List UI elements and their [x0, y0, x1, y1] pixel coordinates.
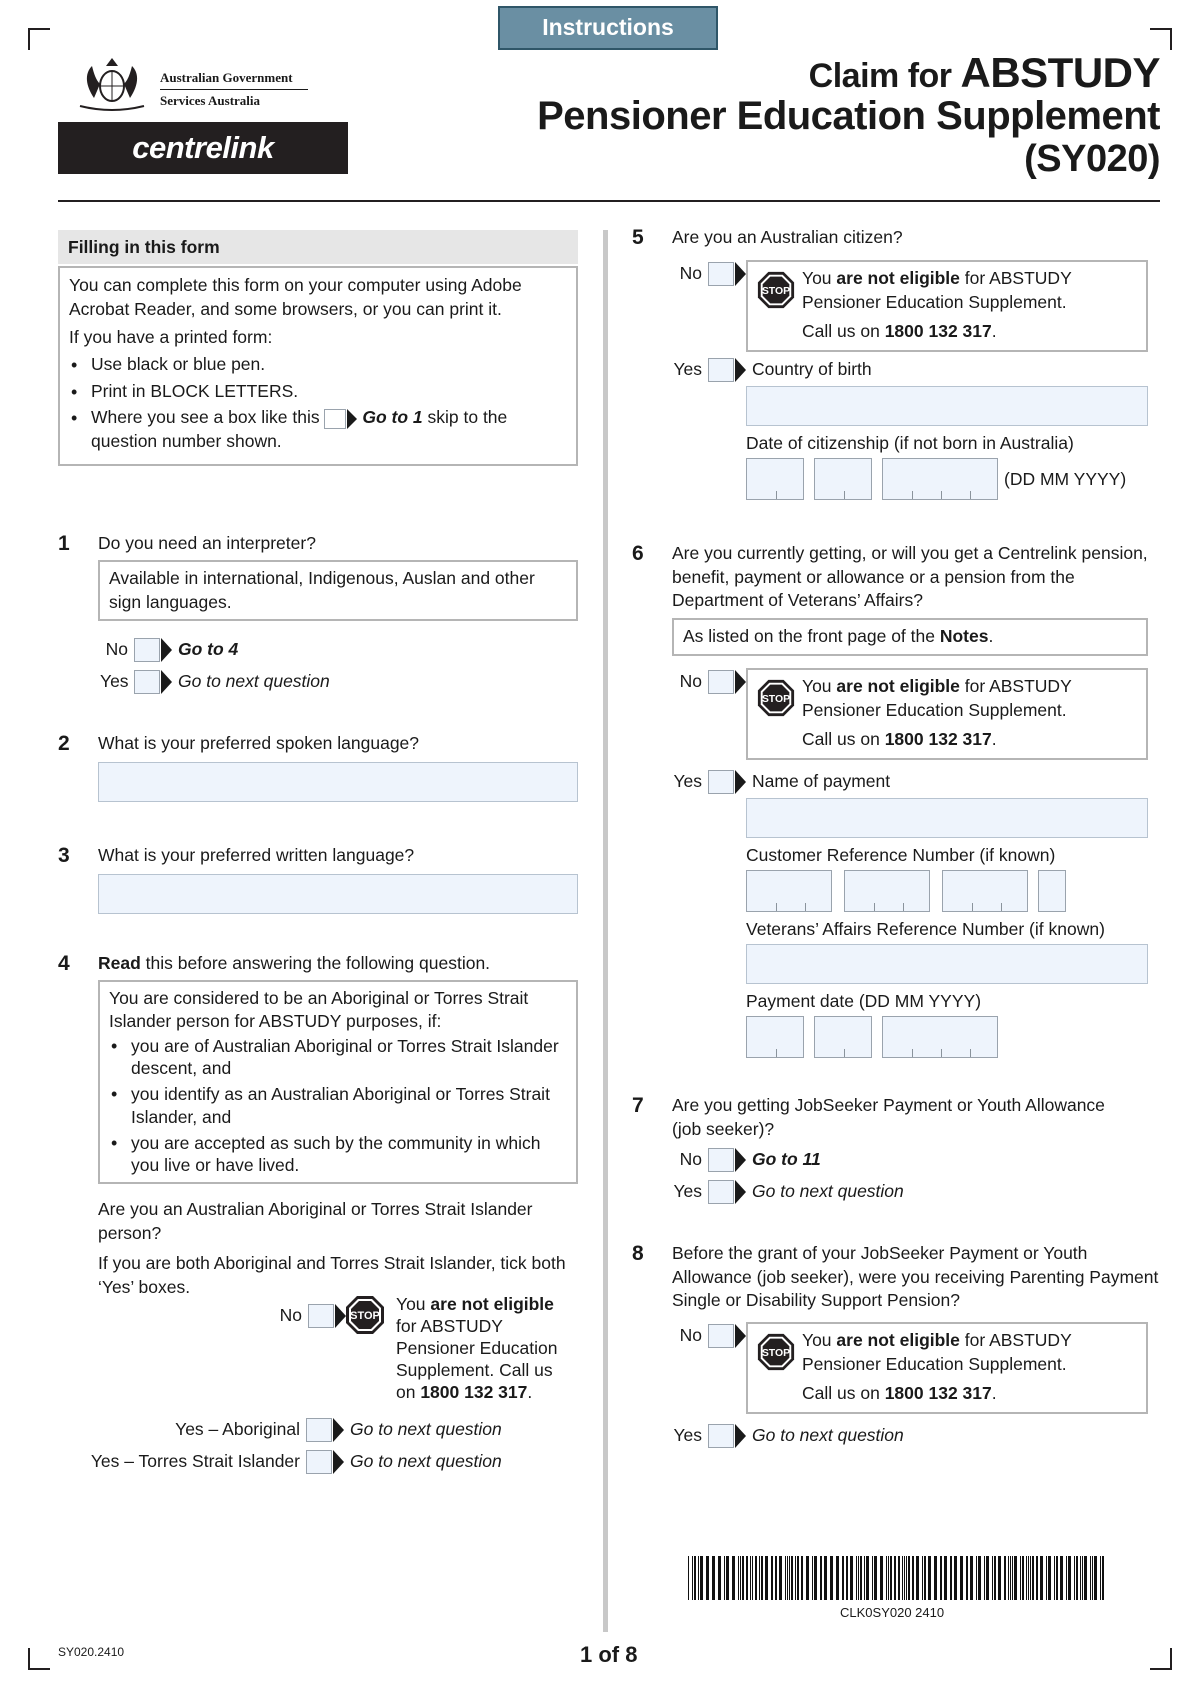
q6-payment-label: Name of payment [752, 771, 891, 792]
q1-note: Available in international, Indigenous, Auslan and other sign languages. [98, 560, 578, 621]
q7-question: Are you getting JobSeeker Payment or Youth Allowance (job seeker)? [672, 1095, 1105, 1139]
title-line2: Pensioner Education Supplement [537, 94, 1160, 139]
q4-note-intro: You are considered to be an Aboriginal or Torres Strait Islander person for ABSTUDY purposes, if: [109, 988, 529, 1031]
q5-citizenship-label: Date of citizenship (if not born in Australia) [746, 433, 1074, 453]
q2-spoken-language-input[interactable] [98, 762, 578, 802]
q4-yes-tsi-goto: Go to next question [350, 1451, 502, 1472]
q6-payment-date-input[interactable] [746, 1016, 1006, 1058]
q3-number: 3 [58, 844, 70, 867]
q5-question: Are you an Australian citizen? [672, 227, 903, 247]
example-checkbox [324, 409, 346, 429]
q1-no-checkbox[interactable] [134, 638, 172, 662]
filling-bullet-2: • Print in BLOCK LETTERS. [69, 380, 567, 404]
gov-line2: Services Australia [160, 92, 261, 108]
barcode [688, 1556, 1108, 1600]
q6-stop-note: STOP You are not eligible for ABSTUDY Pensioner Education Supplement. Call us on 1800 132 317. [746, 668, 1148, 760]
q1-no-label: No [105, 639, 128, 660]
q6-question: Are you currently getting, or will you get a Centrelink pension, benefit, payment or allowance or a pension from the Department of Veterans’ Affairs? [672, 543, 1148, 611]
q7-yes-label: Yes [673, 1181, 702, 1202]
svg-text:STOP: STOP [350, 1310, 380, 1322]
q7-number: 7 [632, 1094, 644, 1117]
filling-p2: If you have a printed form: [69, 327, 273, 348]
q4-yes-aboriginal-checkbox[interactable] [306, 1418, 344, 1442]
q5-yes-label: Yes [673, 359, 702, 380]
q7-no-checkbox[interactable] [708, 1148, 746, 1172]
q6-note: As listed on the front page of the Notes. [672, 618, 1148, 656]
q5-no-label: No [679, 263, 702, 284]
crop-mark-top-left [28, 28, 50, 50]
q6-crn-label: Customer Reference Number (if known) [746, 845, 1056, 865]
q4-number: 4 [58, 952, 70, 975]
filling-instructions [58, 230, 578, 466]
q5-number: 5 [632, 226, 644, 249]
form-reference: SY020.2410 [58, 1645, 125, 1659]
q5-stop-note: STOP You are not eligible for ABSTUDY Pensioner Education Supplement. Call us on 1800 132 317. [746, 260, 1148, 352]
q4-yes-aboriginal-goto: Go to next question [350, 1419, 502, 1440]
q1-yes-goto: Go to next question [178, 671, 330, 692]
q8-no-label: No [679, 1325, 702, 1346]
crop-mark-bottom-right [1150, 1648, 1172, 1670]
government-wordmark [160, 70, 308, 108]
svg-text:STOP: STOP [761, 1347, 791, 1359]
title-abstudy: ABSTUDY [960, 49, 1160, 96]
q4-no-checkbox[interactable] [308, 1304, 346, 1328]
q8-stop-note: STOP You are not eligible for ABSTUDY Pensioner Education Supplement. Call us on 1800 132 317. [746, 1322, 1148, 1414]
q4-intro: Read this before answering the following question. [98, 953, 491, 973]
q1-yes-label: Yes [100, 671, 129, 692]
column-divider [603, 230, 608, 1632]
q6-dva-reference-input[interactable] [746, 944, 1148, 984]
q5-country-label: Country of birth [752, 359, 872, 380]
filling-p1: You can complete this form on your computer using Adobe Acrobat Reader, and some browsers, or you can print it. [69, 275, 522, 319]
stop-sign-icon [344, 1294, 386, 1336]
q8-question: Before the grant of your JobSeeker Payment or Youth Allowance (job seeker), were you receiving Parenting Payment Single or Disability Support Pension? [672, 1243, 1159, 1311]
centrelink-logo: centrelink [58, 122, 348, 174]
q8-yes-label: Yes [673, 1425, 702, 1446]
q7-no-goto: Go to 11 [752, 1149, 821, 1170]
filling-b3-post: skip to the question number shown. [91, 407, 508, 451]
q4-question: Are you an Australian Aboriginal or Torres Strait Islander person? [98, 1199, 533, 1243]
q4-note-bullet-3: • you are accepted as such by the community in which you live or have lived. [109, 1132, 567, 1178]
q4-note [98, 980, 578, 1184]
page-number: 1 of 8 [580, 1642, 638, 1667]
q6-dva-label: Veterans’ Affairs Reference Number (if known) [746, 919, 1105, 939]
gov-line1: Australian Government [160, 70, 293, 85]
q6-yes-label: Yes [673, 771, 702, 792]
svg-text:STOP: STOP [761, 693, 791, 705]
q4-yes-tsi-label: Yes – Torres Strait Islander [90, 1451, 300, 1472]
header-rule [58, 200, 1160, 202]
title-prefix: Claim for [808, 57, 961, 95]
q1-number: 1 [58, 532, 70, 555]
stop-sign-icon [756, 1332, 796, 1372]
filling-heading: Filling in this form [58, 230, 578, 264]
filling-bullet-3 [69, 406, 567, 453]
form-title [537, 50, 1160, 180]
crop-mark-bottom-left [28, 1648, 50, 1670]
svg-text:STOP: STOP [761, 285, 791, 297]
q6-payment-name-input[interactable] [746, 798, 1148, 838]
barcode-text: CLK0SY020 2410 [840, 1605, 945, 1620]
q4-yes-tsi-checkbox[interactable] [306, 1450, 344, 1474]
q1-yes-checkbox[interactable] [134, 670, 172, 694]
coat-of-arms-icon [72, 56, 152, 114]
q8-number: 8 [632, 1242, 644, 1265]
arrow-icon [347, 409, 357, 429]
q5-date-hint: (DD MM YYYY) [1004, 469, 1127, 489]
q4-stop-text: You are not eligible for ABSTUDY Pensioner Education Supplement. Call us on 1800 132 317. [396, 1294, 558, 1402]
q8-yes-goto: Go to next question [752, 1425, 904, 1446]
filling-b3-pre: Where you see a box like this [91, 407, 320, 428]
q6-no-checkbox[interactable] [708, 670, 746, 694]
q8-yes-checkbox[interactable] [708, 1424, 746, 1448]
q1-no-goto: Go to 4 [178, 639, 239, 660]
filling-bullet-1: • Use black or blue pen. [69, 353, 567, 377]
q7-yes-checkbox[interactable] [708, 1180, 746, 1204]
q1-question: Do you need an interpreter? [98, 533, 316, 553]
q6-crn-input[interactable] [746, 870, 1066, 912]
q3-written-language-input[interactable] [98, 874, 578, 914]
form-code: (SY020) [1024, 137, 1160, 180]
q2-question: What is your preferred spoken language? [98, 733, 420, 753]
q6-yes-checkbox[interactable] [708, 770, 746, 794]
q2-number: 2 [58, 732, 70, 755]
q4-hint: If you are both Aboriginal and Torres Strait Islander, tick both ‘Yes’ boxes. [98, 1253, 566, 1297]
q6-pay-date-label: Payment date (DD MM YYYY) [746, 991, 982, 1011]
filling-b3-goto: Go to 1 [362, 407, 423, 428]
q5-citizenship-date-input[interactable] [746, 458, 1006, 500]
crop-mark-top-right [1150, 28, 1172, 50]
q4-no-label: No [279, 1305, 302, 1326]
q4-note-bullet-1: • you are of Australian Aboriginal or Torres Strait Islander descent, and [109, 1035, 567, 1081]
q5-no-checkbox[interactable] [708, 262, 746, 286]
q5-country-of-birth-input[interactable] [746, 386, 1148, 426]
q6-number: 6 [632, 542, 644, 565]
instructions-button[interactable]: Instructions [498, 6, 718, 50]
q3-question: What is your preferred written language? [98, 845, 415, 865]
q5-yes-checkbox[interactable] [708, 358, 746, 382]
stop-sign-icon [756, 270, 796, 310]
q7-no-label: No [679, 1149, 702, 1170]
stop-sign-icon [756, 678, 796, 718]
q8-no-checkbox[interactable] [708, 1324, 746, 1348]
q4-note-bullet-2: • you identify as an Australian Aboriginal or Torres Strait Islander, and [109, 1083, 567, 1129]
q6-no-label: No [679, 671, 702, 692]
q7-yes-goto: Go to next question [752, 1181, 904, 1202]
q4-yes-aboriginal-label: Yes – Aboriginal [175, 1419, 300, 1440]
